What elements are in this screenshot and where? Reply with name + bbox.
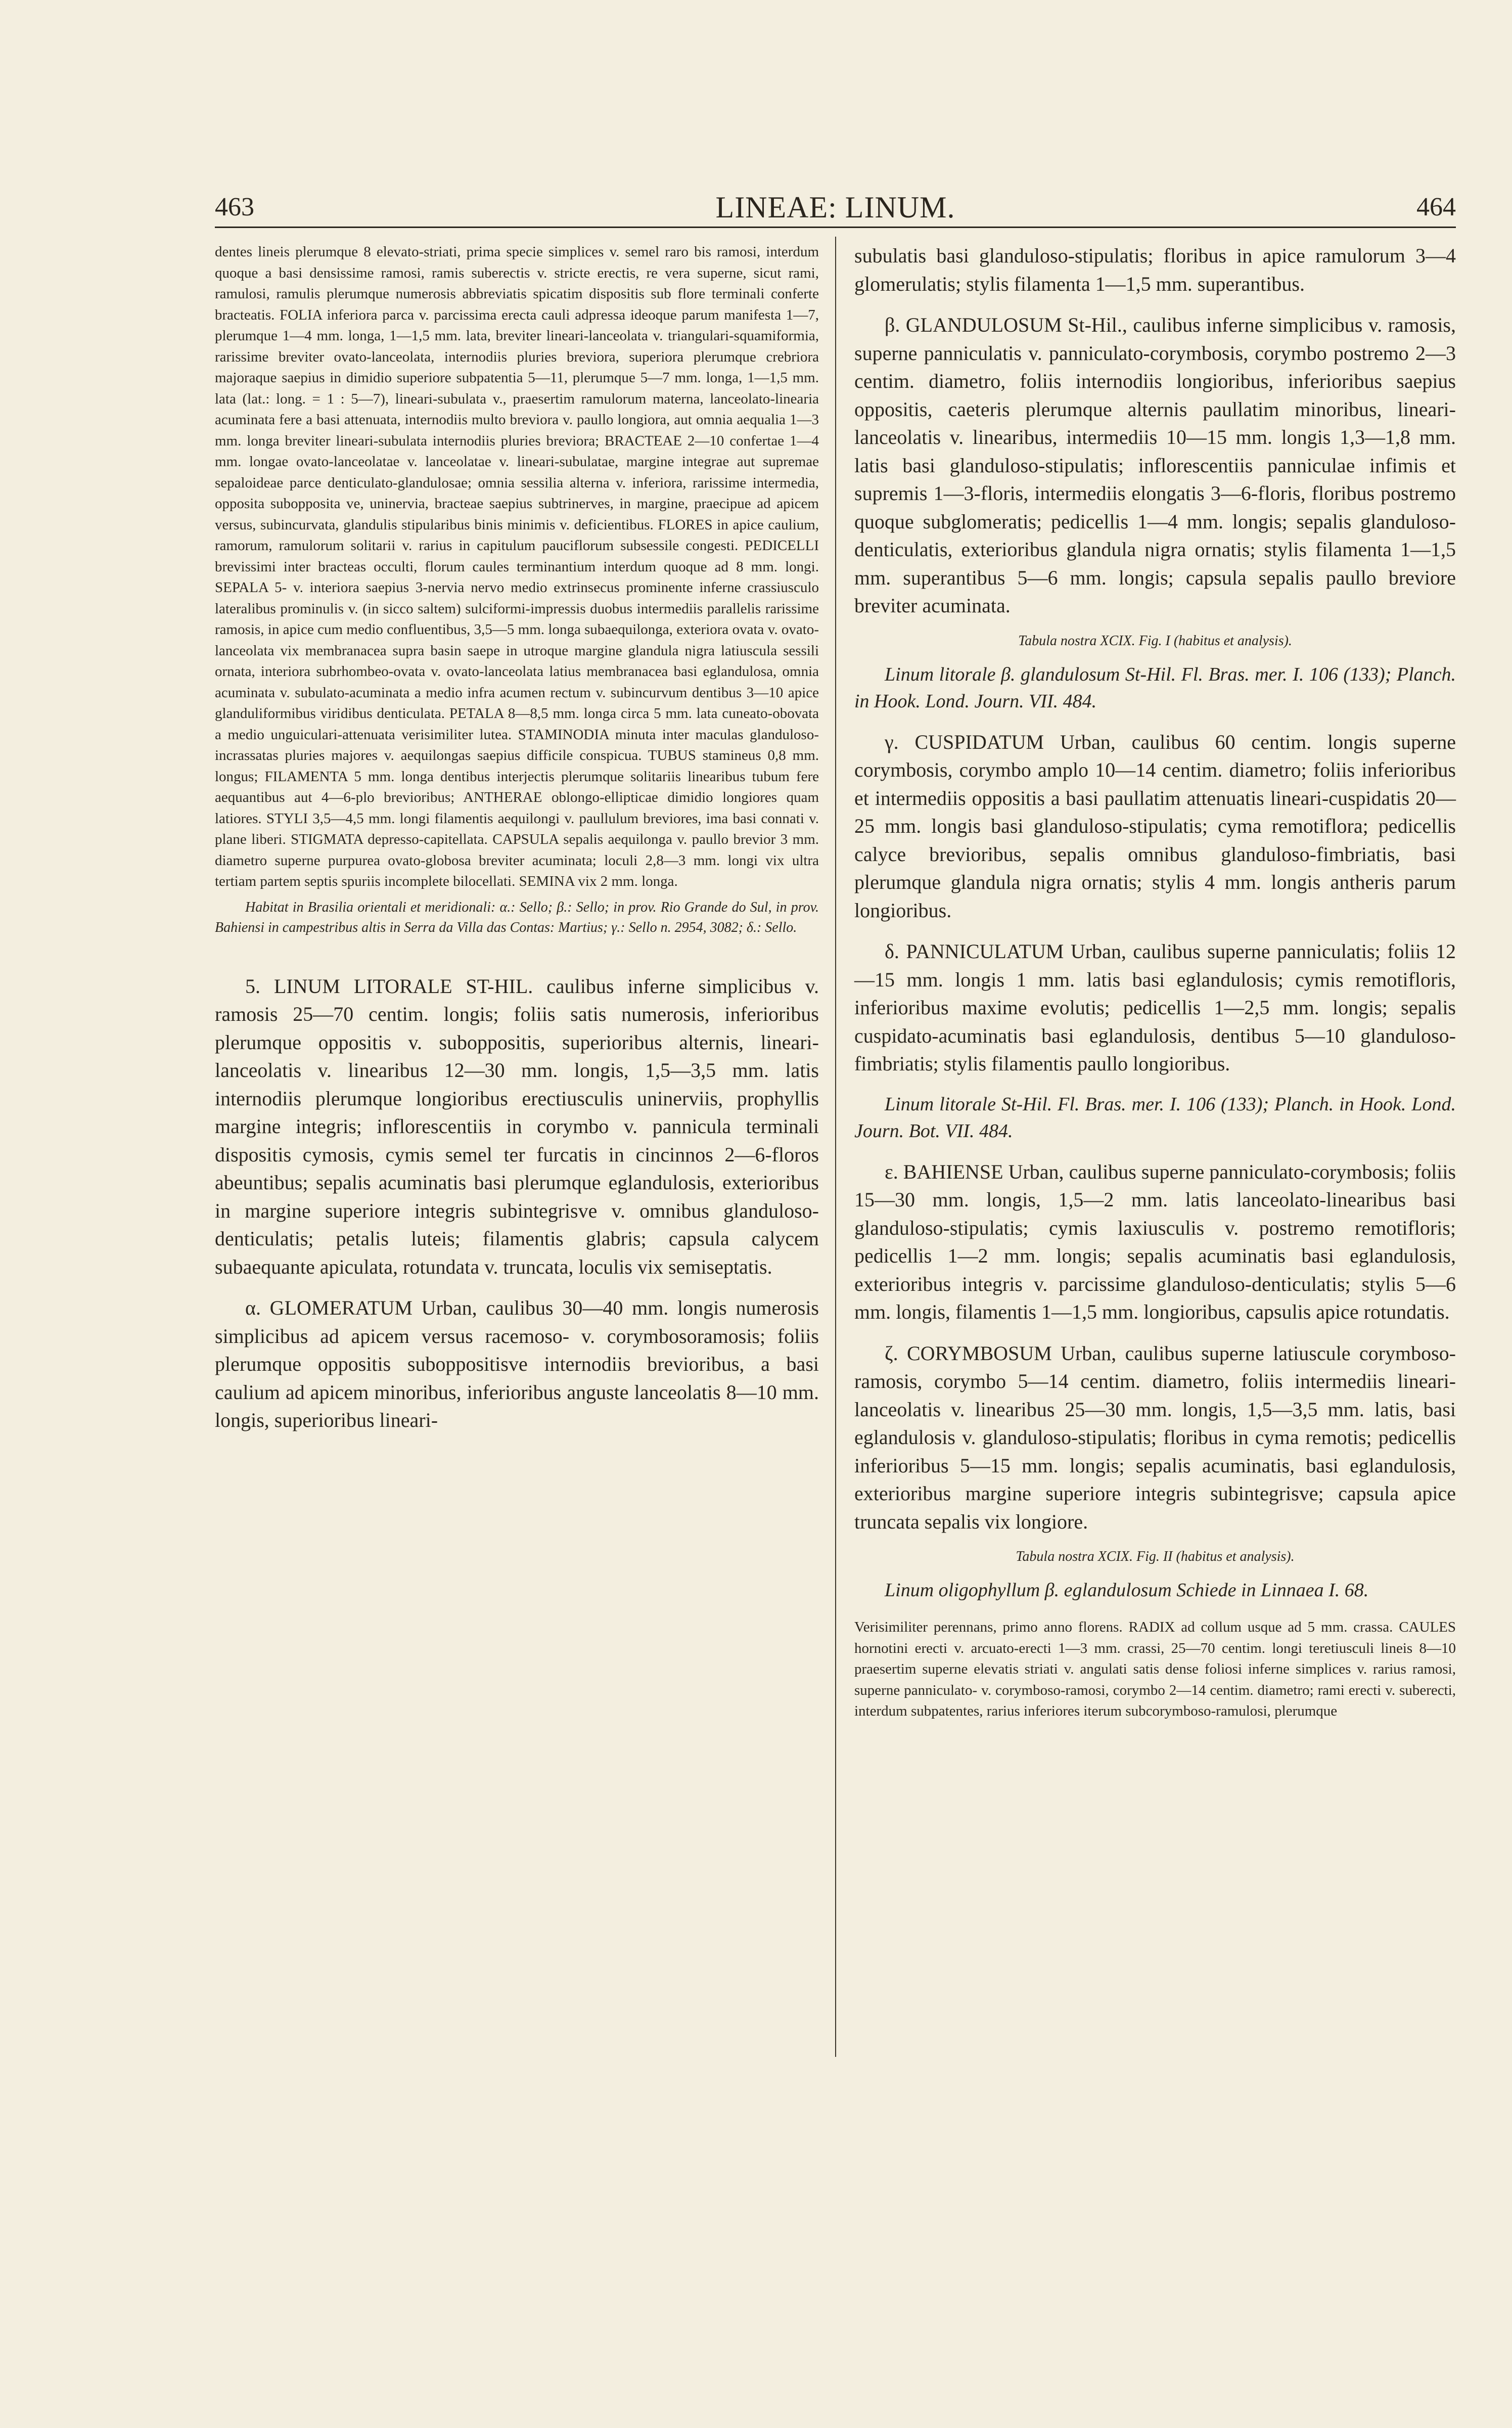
- header-rule: [215, 227, 1456, 228]
- variety-gamma: γ. CUSPIDATUM Urban, caulibus 60 centim. longis superne corymbosis, corymbo amplo 10—14 centim. diametro; foliis inferioribus et intermediis oppositis a basi paullatim attenuatis lineari-cuspidatis 20—25 mm. longis basi glanduloso-stipulatis; cyma remotiflora; pedicellis calyce brevioribus, sepalis omnibus glanduloso-fimbriatis, basi plerumque glandula nigra ornatis; stylis 4 mm. longis antheris parum longioribus.: [854, 730, 1456, 922]
- variety-delta: δ. PANNICULATUM Urban, caulibus superne panniculatis; foliis 12—15 mm. longis 1 mm. latis basi eglandulosis; cymis remotifloris, inferioribus maxime evolutis; pedicellis 1—2,5 mm. longis; sepalis cuspidato-acuminatis basi eglandulosis, dentibus 5—10 glanduloso-fimbriatis; stylis filamentis paullo longioribus.: [854, 940, 1456, 1075]
- variety-alpha: α. GLOMERATUM Urban, caulibus 30—40 mm. longis numerosis simplicibus ad apicem versus racemoso- v. corymbosoramosis; foliis plerumque oppositis suboppositisve internodiis brevioribus, a basi caulium ad apicem minoribus, inferioribus anguste lanceolatis 8—10 mm. longis, superioribus lineari-: [215, 1296, 819, 1431]
- page-number-left: 463: [215, 193, 254, 221]
- continuation-text: subulatis basi glanduloso-stipulatis; floribus in apice ramulorum 3—4 glomerulatis; stylis filamenta 1—1,5 mm. superantibus.: [854, 244, 1456, 295]
- right-column: [854, 242, 1456, 1727]
- left-column: [215, 242, 819, 1448]
- species-description: 5. LINUM LITORALE ST-HIL. caulibus inferne simplicibus v. ramosis 25—70 centim. longis; foliis satis numerosis, inferioribus plerumque oppositis v. suboppositis, superioribus alternis, lineari-lanceolatis v. linearibus 12—30 mm. longis, 1,5—3,5 mm. latis internodiis plerumque longioribus erectiusculis uninerviis, prophyllis margine integris; inflorescentiis in corymbo v. pannicula terminali dispositis cymosis, cymis semel ter furcatis in cincinnos 2—6-floros abeuntibus; sepalis acuminatis basi plerumque eglandulosis, exterioribus in margine superiore integris subintegrisve v. omnibus glanduloso-denticulatis; petalis luteis; filamentis glabris; capsula calycem subaequante apiculata, rotundata v. truncata, loculis vix semiseptatis.: [215, 974, 819, 1278]
- page-number-right: 464: [1416, 193, 1456, 221]
- variety-zeta: ζ. CORYMBOSUM Urban, caulibus superne latiuscule corymboso-ramosis, corymbo 5—14 centim. diametro, foliis intermediis lineari-lanceolatis v. linearibus 25—30 mm. longis, 1,5—3,5 mm. latis, basi eglandulosis v. glanduloso-stipulatis; floribus in cyma remotis; pedicellis inferioribus 5—15 mm. longis; sepalis acuminatis, basi eglandulosis, exterioribus margine superiore integris subintegrisve; capsula apice truncata sepalis vix longiore.: [854, 1341, 1456, 1533]
- variety-epsilon: ε. BAHIENSE Urban, caulibus superne panniculato-corymbosis; foliis 15—30 mm. longis, 1,5—2 mm. latis lanceolato-linearibus basi glanduloso-stipulatis; cymis laxiusculis v. postremo remotifloris; pedicellis 1—2 mm. longis; sepalis acuminatis basi eglandulosis, exterioribus integris v. parcissime glanduloso-denticulatis; stylis 5—6 mm. longis, filamentis 1—1,5 mm. longioribus, capsulis apice rotundatis.: [854, 1160, 1456, 1323]
- column-divider: [835, 237, 836, 2057]
- synonym-delta: Linum litorale St-Hil. Fl. Bras. mer. I. 106 (133); Planch. in Hook. Lond. Journ. Bot. VII. 484.: [854, 1093, 1456, 1142]
- running-title: LINEAE: LINUM.: [715, 191, 955, 224]
- plate-reference-1: Tabula nostra XCIX. Fig. I (habitus et analysis).: [1018, 633, 1292, 649]
- page-header: [215, 192, 1456, 228]
- spacer: [215, 952, 819, 972]
- genus-description: dentes lineis plerumque 8 elevato-striati, prima specie simplices v. semel raro bis ramosi, interdum quoque a basi densissime ramosi, ramis suberectis v. stricte erectis, re vera superne, sicut rami, ramulosi, ramulis plerumque numerosis abbreviatis spicatim dispositis sub flore terminali conferte bracteatis. FOLIA inferiora parca v. parcissima erecta cauli adpressa ideoque parum manifesta 1—7, plerumque 1—4 mm. longa, 1—1,5 mm. lata, breviter lineari-lanceolata v. triangulari-squamiformia, rarissime breviter ovato-lanceolata, internodiis pluries breviora, superiora plerumque crebriora majoraque saepius in dimidio superiore subpatentia 5—11, plerumque 5—7 mm. longa, 1—1,5 mm. lata (lat.: long. = 1 : 5—7), lineari-subulata v., praesertim ramulorum materna, lanceolato-linearia acuminata fere a basi attenuata, internodiis multo breviora v. paullo longiora, aut omnia aequalia 1—3 mm. longa breviter lineari-subulata internodiis pluries breviora; BRACTEAE 2—10 confertae 1—4 mm. longae ovato-lanceolatae v. lanceolatae v. lineari-subulatae, margine integrae aut supremae sepaloideae parce denticulato-glandulosae; omnia sessilia alterna v. inferiora, rarissime intermedia, opposita subopposita ve, uninervia, bracteae saepius subtrinerves, in margine, praecipue ad apicem versus, subincurvata, glandulis stipularibus binis minimis v. deficientibus. FLORES in apice caulium, ramorum, ramulorum solitarii v. rarius in capitulum pauciflorum subsessile congesti. PEDICELLI brevissimi inter bracteas occulti, florum caules terminantium interdum quoque ad 8 mm. longi. SEPALA 5- v. interiora saepius 3-nervia nervo medio extrinsecus prominente inferne crassiusculo lateralibus prominulis v. (in sicco saltem) sulciformi-impressis duobus intermediis parallelis rarissime ramosis, in apice cum medio confluentibus, 3,5—5 mm. longa subaequilonga, exteriora ovata v. ovato-lanceolata vix membranacea supra basin saepe in utroque margine glandula nigra latiuscula sessili ornata, interiora subrhombeo-ovata v. ovato-lanceolata latius membranacea basi eglandulosa, omnia acuminata v. subulato-acuminata a medio infra acumen rectum v. subincurvum dentibus 3—10 apice glanduliformibus viridibus denticulata. PETALA 8—8,5 mm. longa circa 5 mm. lata cuneato-obovata a medio unguiculari-attenuata verisimiliter lutea. STAMINODIA minuta inter maculas glanduloso-incrassatas pluries majores v. aequilongas saepius difficile conspicua. TUBUS stamineus 0,8 mm. longus; FILAMENTA 5 mm. longa dentibus interjectis plerumque solitariis linearibus tubum fere aequantibus aut 4—6-plo brevioribus; ANTHERAE oblongo-ellipticae dimidio longiores quam latiores. STYLI 3,5—4,5 mm. longi filamentis aequilongi v. paullulum breviores, ima basi connati v. plane liberi. STIGMATA depresso-capitellata. CAPSULA sepalis aequilonga v. paullo brevior 3 mm. diametro superne purpurea ovato-globosa breviter acuminata; loculi 2,8—3 mm. longi vix ultra tertiam partem septis spuriis incomplete bilocellati. SEMINA vix 2 mm. longa.: [215, 244, 819, 889]
- species-long-description: Verisimiliter perennans, primo anno florens. RADIX ad collum usque ad 5 mm. crassa. CAULES hornotini erecti v. arcuato-erecti 1—3 mm. crassi, 25—70 centim. longi teretiusculi lineis 8—10 praesertim superne elevatis striati v. angulati satis dense foliosi inferne simplices v. rarius ramosi, superne panniculato- v. corymboso-ramosi, corymbo 2—14 centim. diametro; rami erecti v. suberecti, interdum subpatentes, rarius inferiores iterum subcorymboso-ramulosi, plerumque: [854, 1619, 1456, 1719]
- habitat-note: Habitat in Brasilia orientali et meridionali: α.: Sello; β.: Sello; in prov. Rio Grande do Sul, in prov. Bahiensi in campestribus altis in Serra da Villa das Contas: Martius; γ.: Sello n. 2954, 3082; δ.: Sello.: [215, 899, 819, 935]
- plate-reference-2: Tabula nostra XCIX. Fig. II (habitus et analysis).: [1016, 1549, 1295, 1564]
- synonym-zeta: Linum oligophyllum β. eglandulosum Schiede in Linnaea I. 68.: [885, 1580, 1369, 1601]
- synonym-beta: Linum litorale β. glandulosum St-Hil. Fl. Bras. mer. I. 106 (133); Planch. in Hook. Lond. Journ. VII. 484.: [854, 663, 1456, 712]
- variety-beta: β. GLANDULOSUM St-Hil., caulibus inferne simplicibus v. ramosis, superne panniculatis v. panniculato-corymbosis, corymbo postremo 2—3 centim. diametro, foliis internodiis longioribus, inferioribus saepius oppositis, caeteris plerumque alternis paullatim minoribus, lineari-lanceolatis v. linearibus, intermediis 10—15 mm. longis 1,3—1,8 mm. latis basi glanduloso-stipulatis; inflorescentiis panniculae infimis et supremis 1—3-floris, intermediis elongatis 3—6-floris, floribus postremo quoque subglomeratis; pedicellis 1—4 mm. longis; sepalis glanduloso-denticulatis, exterioribus glandula nigra ornatis; stylis filamenta 1—1,5 mm. superantibus 5—6 mm. longis; capsula sepalis paullo breviore breviter acuminata.: [854, 313, 1456, 617]
